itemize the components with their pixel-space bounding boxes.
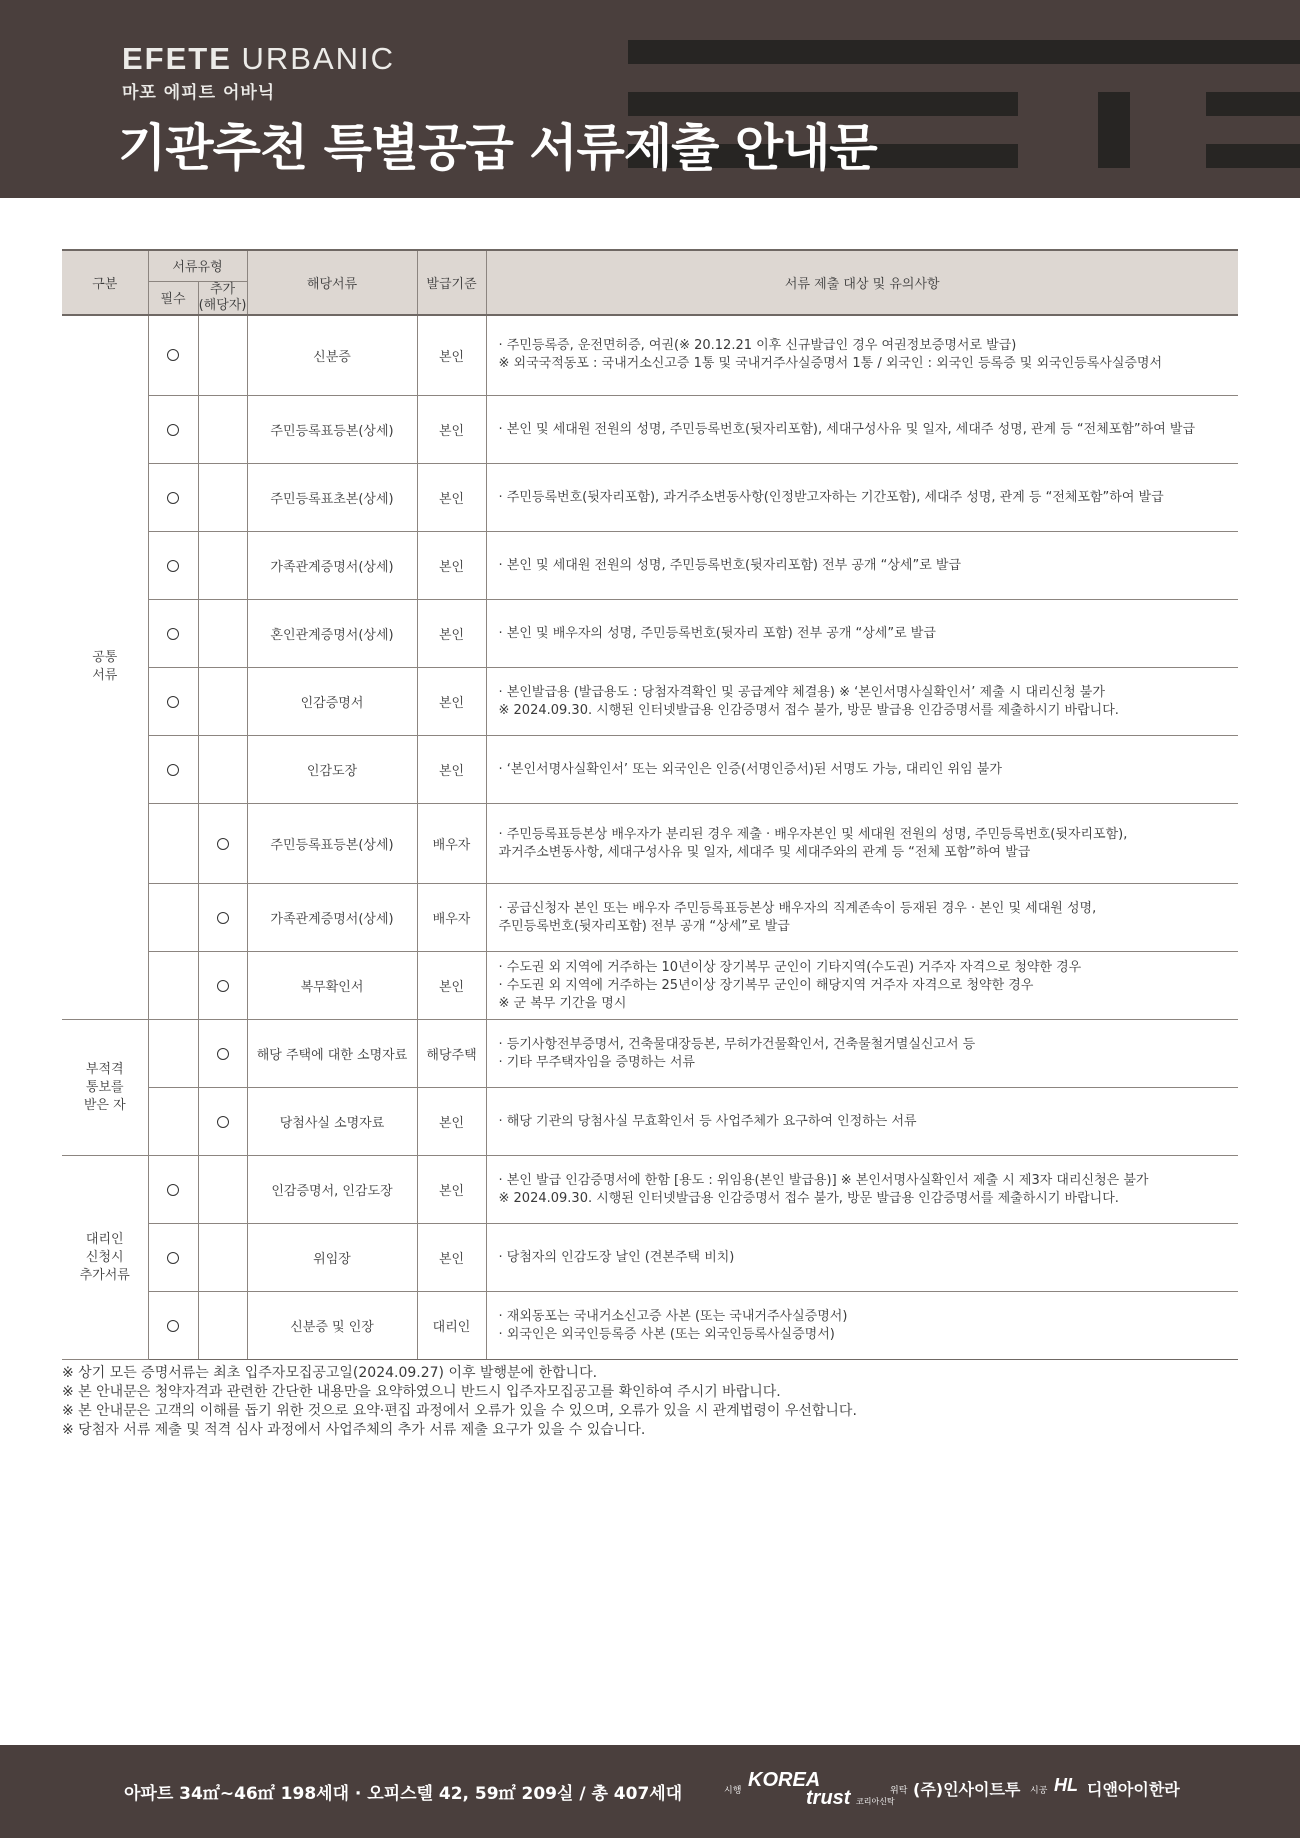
document-name: 복무확인서 — [247, 952, 417, 1020]
issuer-cell: 본인 — [417, 532, 486, 600]
circle-mark-icon — [167, 424, 179, 436]
document-name: 가족관계증명서(상세) — [247, 532, 417, 600]
header-doc-type: 서류유형 — [148, 250, 247, 281]
issuer-cell: 본인 — [417, 315, 486, 396]
executor-line1: KOREA — [748, 1769, 821, 1791]
required-cell — [148, 1088, 198, 1156]
footer-banner — [0, 1745, 1300, 1838]
decorative-bar — [1206, 144, 1300, 168]
brand-logo — [122, 42, 395, 103]
header-notes: 서류 제출 대상 및 유의사항 — [486, 250, 1238, 315]
note-cell: · 본인발급용 (발급용도 : 당첨자격확인 및 공급계약 체결용) ※ ‘본인서명사실확인서’ 제출 시 대리신청 불가 ※ 2024.09.30. 시행된 인터넷발급용 인감증명서 접수 불가, 방문 발급용 인감증명서를 제출하시기 바랍니다. — [486, 668, 1238, 736]
additional-cell — [198, 1020, 247, 1088]
group-label: 공통 서류 — [62, 315, 148, 1020]
document-name: 인감도장 — [247, 736, 417, 804]
hl-logo-icon: HL — [1054, 1775, 1078, 1795]
executor-line3: 코리아신탁 — [856, 1797, 895, 1806]
document-name: 인감증명서, 인감도장 — [247, 1156, 417, 1224]
footnote-line: ※ 본 안내문은 청약자격과 관련한 간단한 내용만을 요약하였으니 반드시 입주자모집공고를 확인하여 주시기 바랍니다. — [62, 1384, 781, 1400]
trustee-role: 위탁 — [890, 1786, 908, 1796]
issuer-cell: 본인 — [417, 1156, 486, 1224]
decorative-bar — [1098, 92, 1130, 168]
note-cell: · 본인 및 세대원 전원의 성명, 주민등록번호(뒷자리포함) 전부 공개 “상세”로 발급 — [486, 532, 1238, 600]
required-cell — [148, 315, 198, 396]
circle-mark-icon — [217, 1116, 229, 1128]
required-cell — [148, 1224, 198, 1292]
issuer-cell: 본인 — [417, 600, 486, 668]
note-cell: · 해당 기관의 당첨사실 무효확인서 등 사업주체가 요구하여 인정하는 서류 — [486, 1088, 1238, 1156]
issuer-cell: 배우자 — [417, 884, 486, 952]
note-cell: · 수도권 외 지역에 거주하는 10년이상 장기복무 군인이 기타지역(수도권) 거주자 자격으로 청약한 경우 · 수도권 외 지역에 거주하는 25년이상 장기복무 군인이 해당지역 거주자 자격으로 청약한 경우 ※ 군 복무 기간을 명시 — [486, 952, 1238, 1020]
additional-cell — [198, 884, 247, 952]
brand-latin-bold: EFETE — [122, 41, 232, 76]
circle-mark-icon — [167, 628, 179, 640]
issuer-cell: 대리인 — [417, 1292, 486, 1360]
required-cell — [148, 736, 198, 804]
footnotes — [62, 1364, 1242, 1440]
required-cell — [148, 1156, 198, 1224]
header-category: 구분 — [62, 250, 148, 315]
required-cell — [148, 532, 198, 600]
issuer-cell: 본인 — [417, 952, 486, 1020]
note-cell: · 주민등록표등본상 배우자가 분리된 경우 제출 · 배우자본인 및 세대원 전원의 성명, 주민등록번호(뒷자리포함), 과거주소변동사항, 세대구성사유 및 일자, 세대주 및 세대주와의 관계 등 “전체 포함”하여 발급 — [486, 804, 1238, 884]
additional-cell — [198, 532, 247, 600]
required-cell — [148, 464, 198, 532]
issuer-cell: 본인 — [417, 464, 486, 532]
required-cell — [148, 804, 198, 884]
issuer-cell: 본인 — [417, 736, 486, 804]
note-cell: · 당첨자의 인감도장 날인 (견본주택 비치) — [486, 1224, 1238, 1292]
issuer-cell: 본인 — [417, 396, 486, 464]
note-cell: · 등기사항전부증명서, 건축물대장등본, 무허가건물확인서, 건축물철거멸실신고서 등 · 기타 무주택자임을 증명하는 서류 — [486, 1020, 1238, 1088]
group-label: 부적격 통보를 받은 자 — [62, 1020, 148, 1156]
required-cell — [148, 952, 198, 1020]
note-cell: · 공급신청자 본인 또는 배우자 주민등록표등본상 배우자의 직계존속이 등재된 경우 · 본인 및 세대원 성명, 주민등록번호(뒷자리포함) 전부 공개 “상세”로 발급 — [486, 884, 1238, 952]
document-name: 혼인관계증명서(상세) — [247, 600, 417, 668]
additional-cell — [198, 600, 247, 668]
brand-latin-light: URBANIC — [241, 41, 396, 76]
document-name: 인감증명서 — [247, 668, 417, 736]
additional-cell — [198, 668, 247, 736]
note-cell: · 주민등록번호(뒷자리포함), 과거주소변동사항(인정받고자하는 기간포함), 세대주 성명, 관계 등 “전체포함”하여 발급 — [486, 464, 1238, 532]
decorative-bar — [628, 40, 1300, 64]
header-additional: 추가 (해당자) — [198, 281, 247, 313]
additional-cell — [198, 396, 247, 464]
circle-mark-icon — [167, 1184, 179, 1196]
header-document: 해당서류 — [247, 250, 417, 315]
issuer-cell: 본인 — [417, 668, 486, 736]
note-cell: · 본인 및 세대원 전원의 성명, 주민등록번호(뒷자리포함), 세대구성사유 및 일자, 세대주 성명, 관계 등 “전체포함”하여 발급 — [486, 396, 1238, 464]
additional-cell — [198, 1292, 247, 1360]
document-name: 가족관계증명서(상세) — [247, 884, 417, 952]
footnote-line: ※ 본 안내문은 고객의 이해를 돕기 위한 것으로 요약·편집 과정에서 오류가 있을 수 있으며, 오류가 있을 시 관계법령이 우선합니다. — [62, 1403, 857, 1419]
note-cell: · 재외동포는 국내거소신고증 사본 (또는 국내거주사실증명서) · 외국인은 외국인등록증 사본 (또는 외국인등록사실증명서) — [486, 1292, 1238, 1360]
circle-mark-icon — [167, 492, 179, 504]
document-name: 주민등록표등본(상세) — [247, 396, 417, 464]
note-cell: · 본인 및 배우자의 성명, 주민등록번호(뒷자리 포함) 전부 공개 “상세”로 발급 — [486, 600, 1238, 668]
header-required: 필수 — [148, 281, 198, 315]
required-cell — [148, 884, 198, 952]
additional-cell — [198, 736, 247, 804]
additional-cell — [198, 315, 247, 396]
note-cell: · ‘본인서명사실확인서’ 또는 외국인은 인증(서명인증서)된 서명도 가능, 대리인 위임 불가 — [486, 736, 1238, 804]
circle-mark-icon — [167, 1252, 179, 1264]
document-name: 신분증 — [247, 315, 417, 396]
note-cell: · 본인 발급 인감증명서에 한함 [용도 : 위임용(본인 발급용)] ※ 본인서명사실확인서 제출 시 제3자 대리신청은 불가 ※ 2024.09.30. 시행된 인터넷발급용 인감증명서 접수 불가, 방문 발급용 인감증명서를 제출하시기 바랍니다. — [486, 1156, 1238, 1224]
circle-mark-icon — [217, 838, 229, 850]
footnote-line: ※ 상기 모든 증명서류는 최초 입주자모집공고일(2024.09.27) 이후 발행분에 한합니다. — [62, 1365, 598, 1381]
additional-cell — [198, 1088, 247, 1156]
required-cell — [148, 600, 198, 668]
footnote-line: ※ 당첨자 서류 제출 및 적격 심사 과정에서 사업주체의 추가 서류 제출 요구가 있을 수 있습니다. — [62, 1422, 646, 1438]
circle-mark-icon — [167, 1320, 179, 1332]
builder-role: 시공 — [1030, 1786, 1048, 1796]
decorative-bar — [1206, 92, 1300, 116]
document-name: 위임장 — [247, 1224, 417, 1292]
document-name: 신분증 및 인장 — [247, 1292, 417, 1360]
header-banner — [0, 0, 1300, 198]
header-issuer: 발급기준 — [417, 250, 486, 315]
note-cell: · 주민등록증, 운전면허증, 여권(※ 20.12.21 이후 신규발급인 경우 여권정보증명서로 발급) ※ 외국국적동포 : 국내거소신고증 1통 및 국내거주사실증명서 1통 / 외국인 : 외국인 등록증 및 외국인등록사실증명서 — [486, 315, 1238, 396]
executor-role: 시행 — [724, 1786, 742, 1796]
brand-korean: 마포 에피트 어바닉 — [122, 83, 276, 103]
builder-name: 디앤아이한라 — [1087, 1780, 1180, 1799]
additional-cell — [198, 464, 247, 532]
executor-line2: trust — [806, 1787, 851, 1809]
trustee-name: (주)인사이트투 — [913, 1780, 1021, 1799]
page-title: 기관추천 특별공급 서류제출 안내문 — [118, 119, 877, 177]
required-cell — [148, 1292, 198, 1360]
document-name: 주민등록표초본(상세) — [247, 464, 417, 532]
document-name: 해당 주택에 대한 소명자료 — [247, 1020, 417, 1088]
document-name: 주민등록표등본(상세) — [247, 804, 417, 884]
document-table — [62, 249, 1238, 1360]
additional-cell — [198, 804, 247, 884]
circle-mark-icon — [167, 696, 179, 708]
document-name: 당첨사실 소명자료 — [247, 1088, 417, 1156]
circle-mark-icon — [167, 764, 179, 776]
korea-trust-logo — [748, 1771, 895, 1811]
unit-summary: 아파트 34㎡~46㎡ 198세대 · 오피스텔 42, 59㎡ 209실 / 총 407세대 — [124, 1784, 683, 1804]
additional-cell — [198, 1156, 247, 1224]
circle-mark-icon — [167, 349, 179, 361]
circle-mark-icon — [217, 912, 229, 924]
required-cell — [148, 668, 198, 736]
issuer-cell: 해당주택 — [417, 1020, 486, 1088]
circle-mark-icon — [167, 560, 179, 572]
group-label: 대리인 신청시 추가서류 — [62, 1156, 148, 1360]
required-cell — [148, 396, 198, 464]
circle-mark-icon — [217, 980, 229, 992]
required-cell — [148, 1020, 198, 1088]
additional-cell — [198, 1224, 247, 1292]
issuer-cell: 본인 — [417, 1088, 486, 1156]
issuer-cell: 본인 — [417, 1224, 486, 1292]
additional-cell — [198, 952, 247, 1020]
issuer-cell: 배우자 — [417, 804, 486, 884]
circle-mark-icon — [217, 1048, 229, 1060]
